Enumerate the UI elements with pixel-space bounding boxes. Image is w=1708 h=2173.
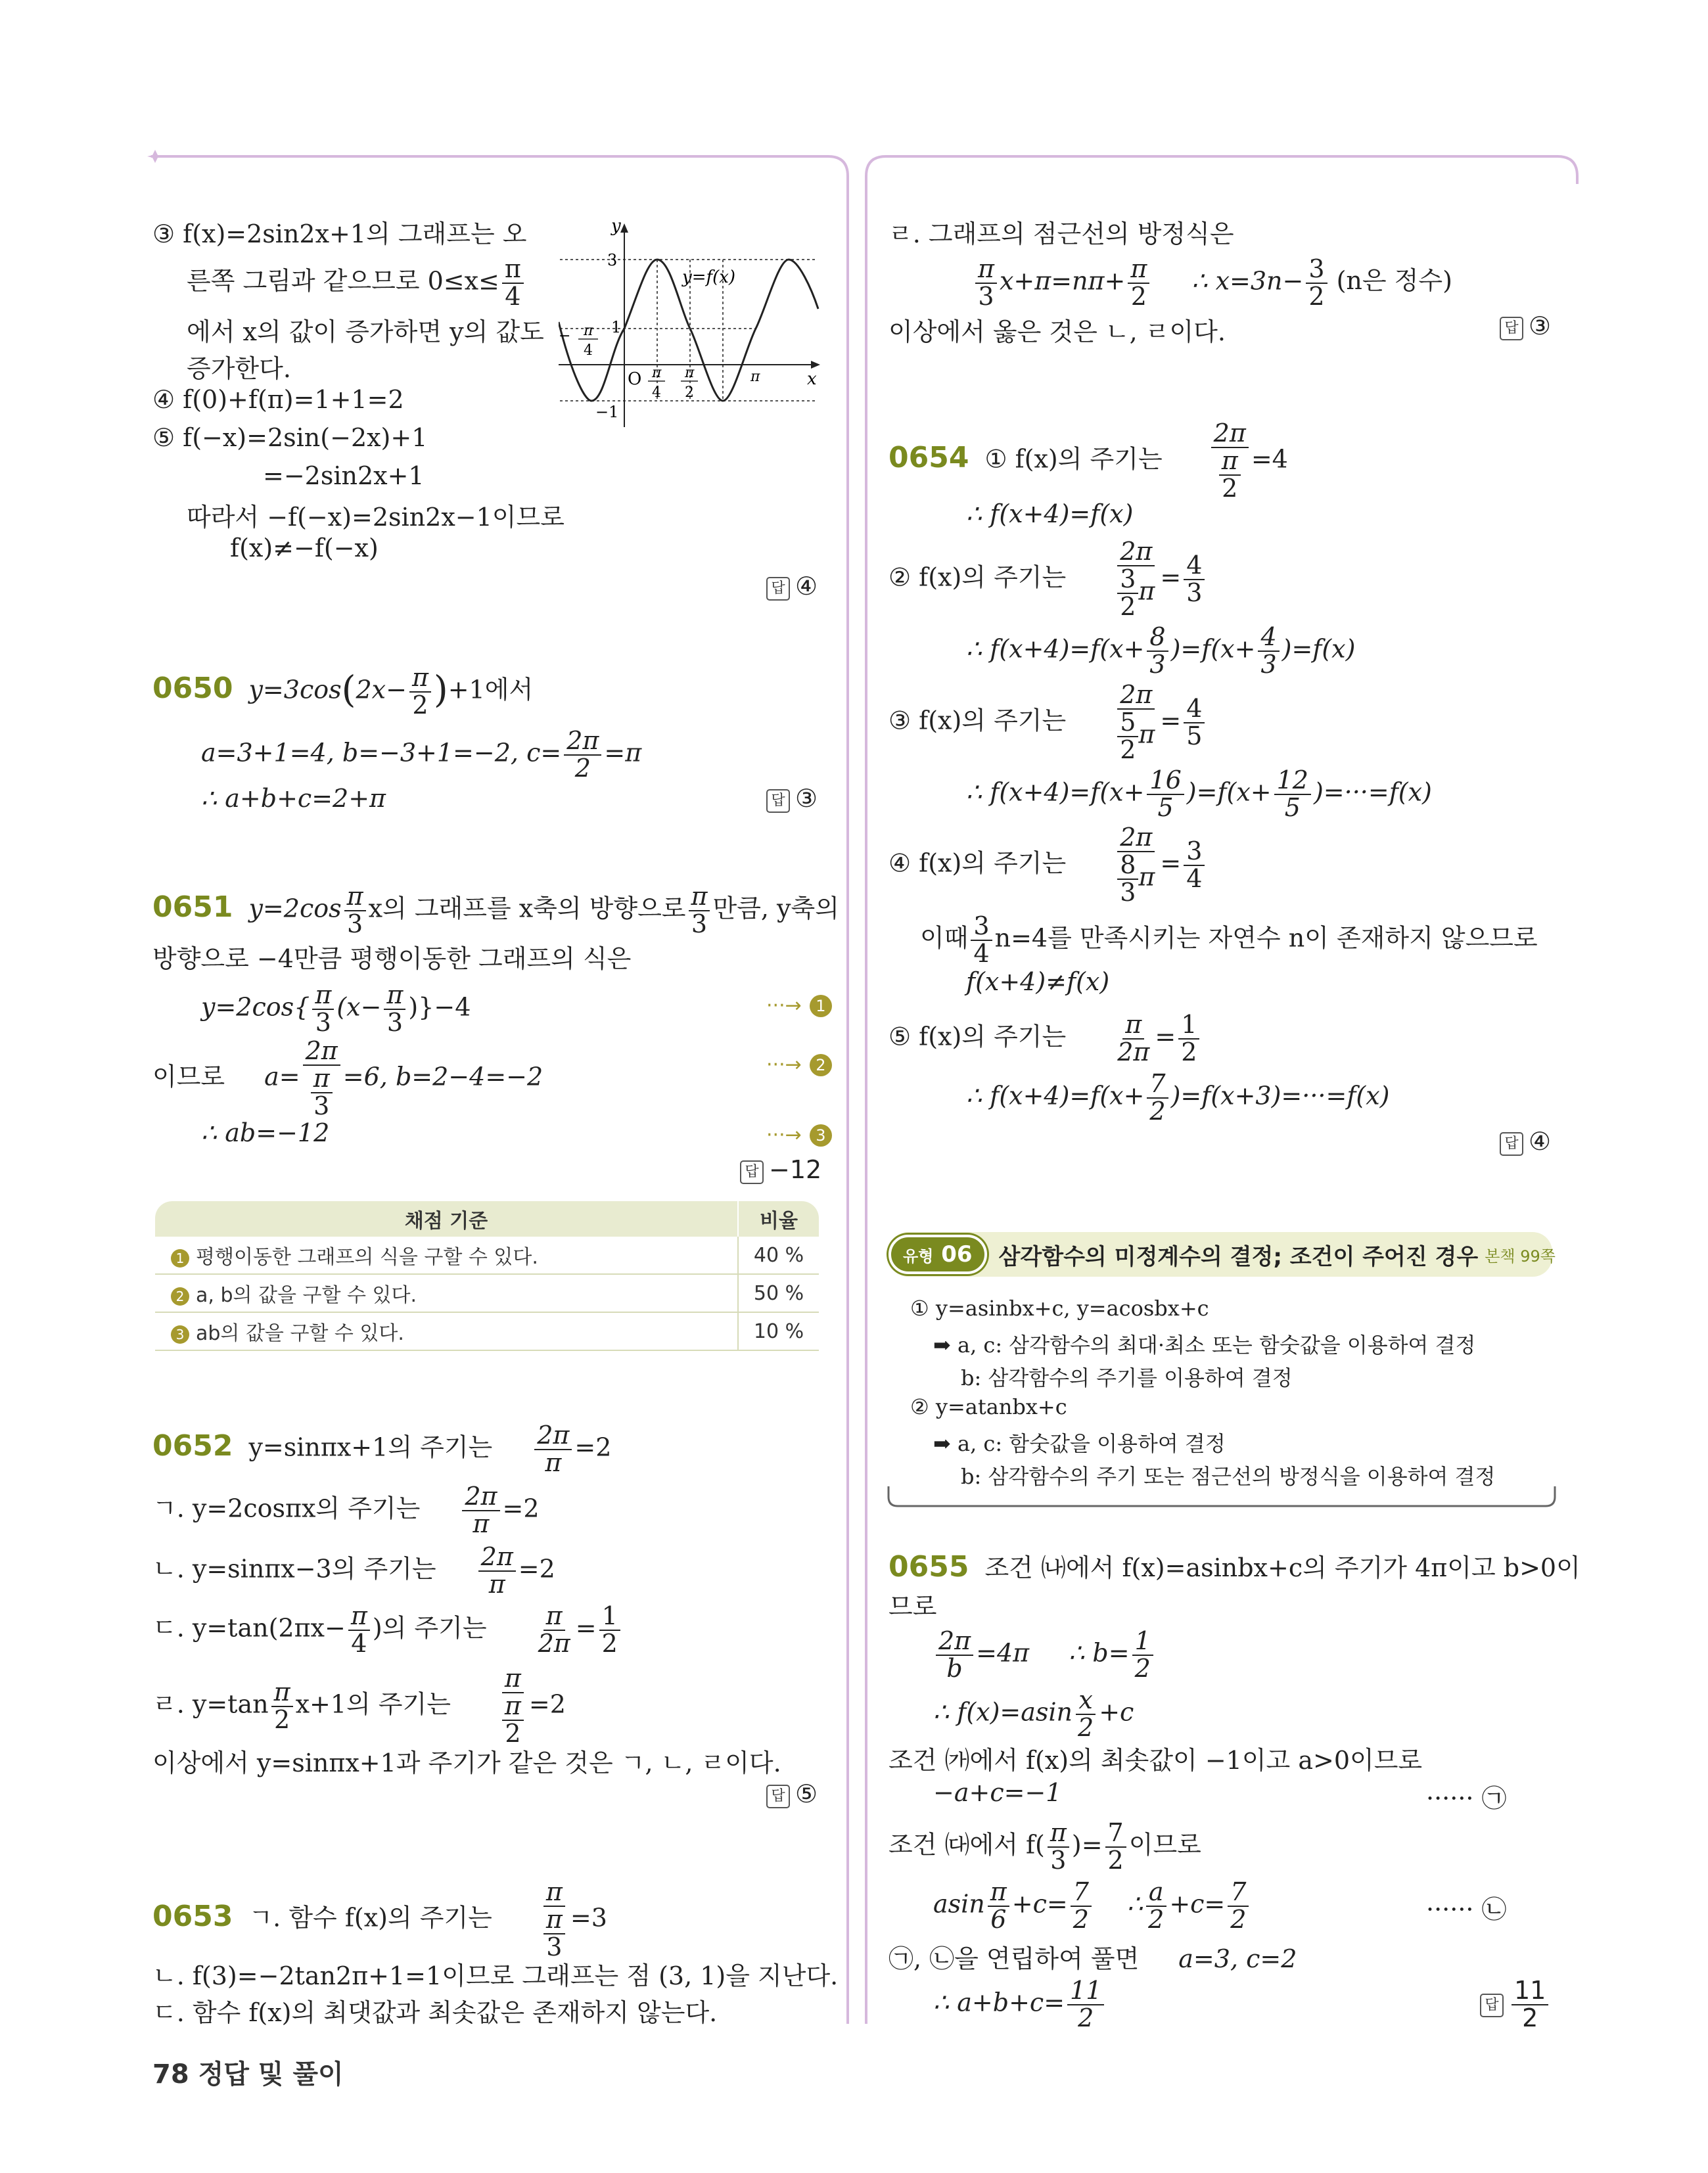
q0655-mark2: ······ ㉡ xyxy=(1426,1895,1507,1924)
q0653-line1: 0653 ㄱ. 함수 f(x)의 주기는 $\frac{\pi}{\frac{\pi}{3}}$ =3 xyxy=(152,1877,607,1961)
cont-line2: $\frac{\pi}{3}$ x+π=nπ+ $\frac{\pi}{2}$ ∴ x=3n− $\frac{3}{2}$ (n은 정수) xyxy=(973,256,1452,310)
q0652-line2: ㄱ. y=2cosπx의 주기는 $\frac{2\pi}{\pi}$ =2 xyxy=(152,1482,540,1538)
q0652-line5: ㄹ. y=tan $\frac{\pi}{2}$ x+1의 주기는 $\frac{\pi}{\frac{\pi}{2}}$ =2 xyxy=(152,1664,566,1748)
q0651-m2: ···→ 2 xyxy=(766,1048,832,1077)
q0655-line3: $\frac{2\pi}{b}$ =4π ∴ b= $\frac{1}{2}$ xyxy=(933,1628,1156,1682)
q0655-line1: 0655 조건 ㈏에서 f(x)=asinbx+c의 주기가 4π이고 b>0이 xyxy=(889,1550,1581,1584)
q0651-m1: ···→ 1 xyxy=(766,989,832,1018)
p3-line9: f(x)≠−f(−x) xyxy=(230,534,379,562)
q0654-line7: ④ f(x)의 주기는 2π $\frac{8}{3}$ π = $\frac{3}{4}$ xyxy=(889,825,1207,906)
cont-answer: 답 ③ xyxy=(1500,311,1551,340)
type06-line6: b: 삼각함수의 주기 또는 점근선의 방정식을 이용하여 결정 xyxy=(961,1464,1496,1489)
q0655-line8: asin $\frac{\pi}{6}$ +c= $\frac{7}{2}$ ∴ $\frac{a}{2}$ +c= $\frac{7}{2}$ xyxy=(933,1879,1251,1933)
q0654-line2: ∴ f(x+4)=f(x) xyxy=(966,499,1134,528)
p3-line3: 에서 x의 값이 증가하면 y의 값도 xyxy=(187,317,544,346)
page-footer: 78 정답 및 풀이 xyxy=(152,2059,344,2090)
q0654-line10: ⑤ f(x)의 주기는 $\frac{\pi}{2\pi}$ = $\frac{1}{2}$ xyxy=(889,1012,1202,1066)
type06-line4: ② y=atanbx+c xyxy=(910,1394,1067,1419)
graph-x-label: x xyxy=(807,369,817,389)
q0651-line2: 방향으로 −4만큼 평행이동한 그래프의 식은 xyxy=(152,944,632,973)
q0653-line2: ㄴ. f(3)=−2tan2π+1=1이므로 그래프는 점 (3, 1)을 지난다. xyxy=(152,1961,839,1990)
p3-line8: 따라서 −f(−x)=2sin2x−1이므로 xyxy=(187,503,565,532)
q0655-line9: ㉠, ㉡을 연립하여 풀면 a=3, c=2 xyxy=(889,1944,1297,1973)
graph-y-top: 3 xyxy=(607,251,618,269)
cont-line3: 이상에서 옳은 것은 ㄴ, ㄹ이다. xyxy=(889,317,1226,346)
q0654-answer: 답 ④ xyxy=(1500,1127,1551,1156)
q0655-answer: 답 $\frac{11}{2}$ xyxy=(1480,1978,1551,2032)
q0652-answer: 답 ⑤ xyxy=(766,1779,818,1808)
q0655-line10: ∴ a+b+c= $\frac{11}{2}$ xyxy=(933,1978,1107,2032)
q0655-line6: −a+c=−1 xyxy=(933,1778,1062,1807)
q0655-line4: ∴ f(x)=asin $\frac{x}{2}$ +c xyxy=(933,1685,1134,1742)
p3-line4: 증가한다. xyxy=(187,354,291,383)
q0650-line2: a=3+1=4, b=−3+1=−2, c= $\frac{2\pi}{2}$ =π xyxy=(201,726,642,783)
graph-x-t2-num: π xyxy=(685,365,695,381)
graph-y-label: y xyxy=(611,217,621,236)
q0651-line4: 이므로 a= $\frac{2\pi}{\frac{\pi}{3}}$ =6, b=2−4=−2 xyxy=(152,1036,543,1120)
graph-x-t1-num: π xyxy=(652,365,662,381)
q0655-line5: 조건 ㈎에서 f(x)의 최솟값이 −1이고 a>0이므로 xyxy=(889,1746,1423,1775)
type06-line1: ① y=asinbx+c, y=acosbx+c xyxy=(910,1296,1209,1321)
graph-origin: O xyxy=(628,369,642,389)
score-header-criteria: 채점 기준 xyxy=(155,1201,738,1237)
type06-line5: ➡ a, c: 함숫값을 이용하여 결정 xyxy=(933,1431,1226,1456)
p3-line1: ③ f(x)=2sin2x+1의 그래프는 오 xyxy=(152,219,527,248)
fraction: $\frac{\pi}{4}$ xyxy=(502,256,524,310)
p3-line7: =−2sin2x+1 xyxy=(263,461,425,490)
cont-line1: ㄹ. 그래프의 점근선의 방정식은 xyxy=(889,219,1234,248)
p3-line2: 른쪽 그림과 같으므로 0≤x≤ $\frac{\pi}{4}$ xyxy=(187,256,526,310)
type06-header: 유형 06 삼각함수의 미정계수의 결정; 조건이 주어진 경우 본책 99쪽 xyxy=(889,1232,1556,1277)
q0655-line7: 조건 ㈐에서 f( $\frac{\pi}{3}$ )= $\frac{7}{2}$ 이므로 xyxy=(889,1818,1201,1875)
graph-y-mid: 1 xyxy=(611,318,622,336)
score-row: 3 ab의 값을 구할 수 있다. 10 % xyxy=(155,1312,819,1350)
type06-badge: 유형 06 xyxy=(889,1235,987,1274)
type06-bracket xyxy=(887,1485,1558,1511)
graph-x-left-num: π xyxy=(584,323,593,339)
p3-line6: ⑤ f(−x)=2sin(−2x)+1 xyxy=(152,423,428,452)
q0654-line6: ∴ f(x+4)=f(x+ $\frac{16}{5}$ )=f(x+ $\frac{12}{5}$ )=···=f(x) xyxy=(966,766,1432,822)
q0654-line1: 0654 ① f(x)의 주기는 $\frac{2\pi}{\frac{\pi}{2}}$ =4 xyxy=(889,419,1288,503)
graph-y-bottom: −1 xyxy=(595,403,619,421)
q0651-m3: ···→ 3 xyxy=(766,1118,832,1147)
q0652-line3: ㄴ. y=sinπx−3의 주기는 $\frac{2\pi}{\pi}$ =2 xyxy=(152,1542,555,1599)
q0655-mark1: ······ ㉠ xyxy=(1426,1784,1507,1813)
q0654-line3: ② f(x)의 주기는 2π $\frac{3}{2}$ π = $\frac{4}{3}$ xyxy=(889,539,1207,620)
type06-line2: ➡ a, c: 삼각함수의 최대·최소 또는 함숫값을 이용하여 결정 xyxy=(933,1333,1476,1358)
q0651-answer: 답 −12 xyxy=(740,1155,821,1184)
q0650-line1: 0650 y=3cos(2x− $\frac{\pi}{2}$ )+1에서 xyxy=(152,663,534,720)
q0654-line11: ∴ f(x+4)=f(x+ $\frac{7}{2}$ )=f(x+3)=···=f(x) xyxy=(966,1069,1390,1126)
graph-x-left-sign: − xyxy=(559,328,571,344)
q0654-line4: ∴ f(x+4)=f(x+ $\frac{8}{3}$ )=f(x+ $\frac{4}{3}$ )=f(x) xyxy=(966,622,1356,679)
q0654-line9: f(x+4)≠f(x) xyxy=(966,967,1110,996)
graph-curve-label: y=f(x) xyxy=(682,267,736,287)
q0654-line5: ③ f(x)의 주기는 2π $\frac{5}{2}$ π = $\frac{4}{5}$ xyxy=(889,682,1207,764)
q0654-line8: 이때 $\frac{3}{4}$ n=4를 만족시키는 자연수 n이 존재하지 않으므로 xyxy=(920,911,1538,968)
q0651-line1: 0651 y=2cos $\frac{\pi}{3}$ x의 그래프를 x축의 방향으로 $\frac{\pi}{3}$ 만큼, y축의 xyxy=(152,882,839,938)
score-row: 2 a, b의 값을 구할 수 있다. 50 % xyxy=(155,1274,819,1312)
graph-x-t3: π xyxy=(750,369,760,385)
q0652-line1: 0652 y=sinπx+1의 주기는 $\frac{2\pi}{\pi}$ =2 xyxy=(152,1421,612,1477)
sine-graph xyxy=(559,217,821,434)
q0651-line3: y=2cos{ $\frac{\pi}{3}$ (x− $\frac{\pi}{3}$ )}−4 xyxy=(201,980,471,1037)
graph-x-t2-den: 2 xyxy=(685,384,694,401)
score-row: 1 평행이동한 그래프의 식을 구할 수 있다. 40 % xyxy=(155,1237,819,1274)
score-header-ratio: 비율 xyxy=(738,1201,819,1237)
q0652-line4: ㄷ. y=tan(2πx− $\frac{\pi}{4}$ )의 주기는 $\frac{\pi}{2\pi}$ = $\frac{1}{2}$ xyxy=(152,1603,623,1657)
p3-line5: ④ f(0)+f(π)=1+1=2 xyxy=(152,385,404,414)
type06-line3: b: 삼각함수의 주기를 이용하여 결정 xyxy=(961,1365,1293,1390)
q0650-answer: 답 ③ xyxy=(766,784,818,813)
p3-answer: 답 ④ xyxy=(766,572,818,601)
q0652-line6: 이상에서 y=sinπx+1과 주기가 같은 것은 ㄱ, ㄴ, ㄹ이다. xyxy=(152,1749,781,1777)
q0650-line3: ∴ a+b+c=2+π xyxy=(201,784,386,813)
q0651-line5: ∴ ab=−12 xyxy=(201,1118,330,1147)
score-table xyxy=(155,1201,819,1351)
q0655-line2: 므로 xyxy=(889,1592,937,1621)
graph-x-left-den: 4 xyxy=(584,342,593,359)
graph-x-t1-den: 4 xyxy=(652,384,661,401)
q0653-line3: ㄷ. 함수 f(x)의 최댓값과 최솟값은 존재하지 않는다. xyxy=(152,1998,718,2027)
